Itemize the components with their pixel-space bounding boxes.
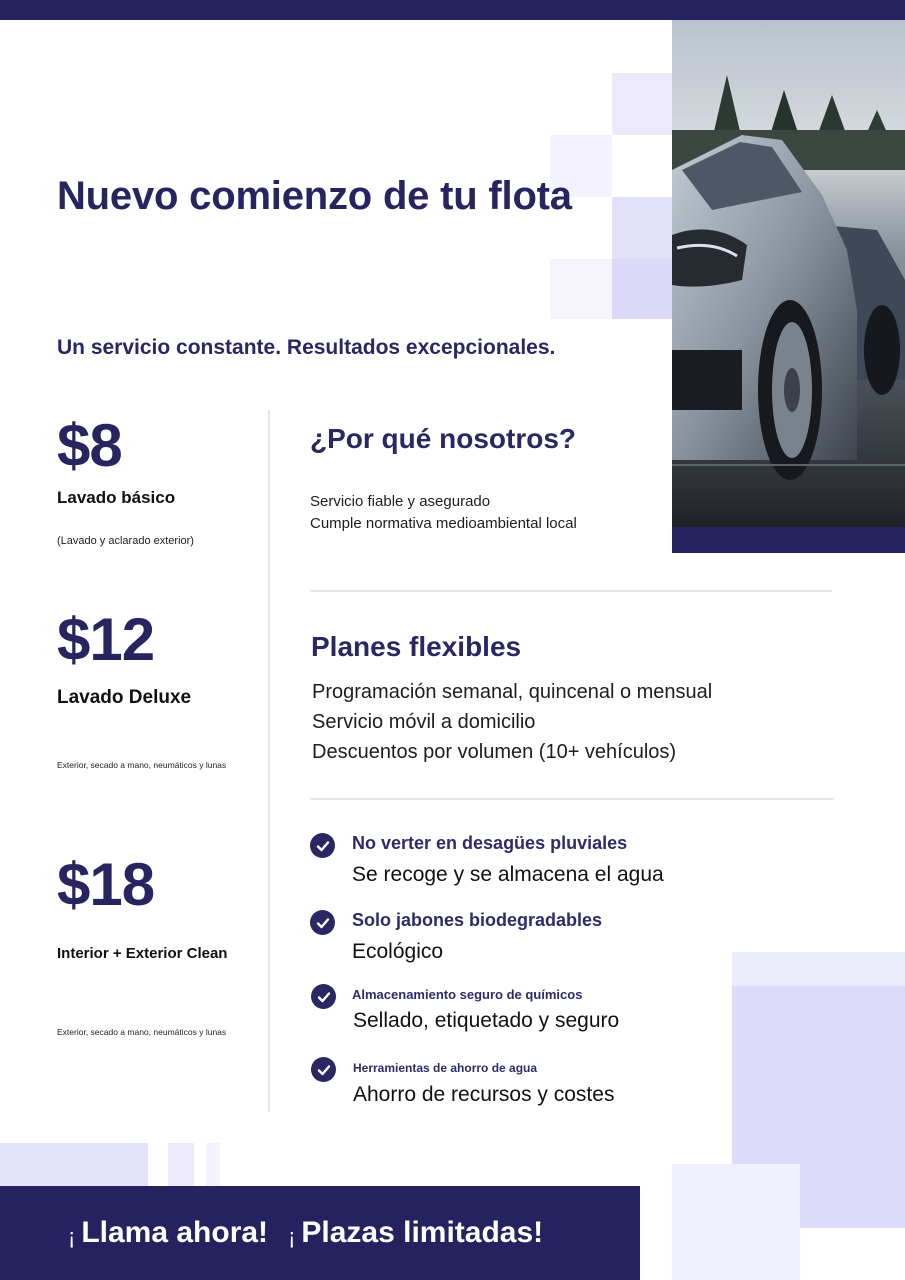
vertical-divider — [268, 410, 270, 1112]
feature-desc: Sellado, etiquetado y seguro — [353, 1009, 620, 1032]
check-circle-icon — [311, 1057, 336, 1082]
deco-square — [672, 1164, 800, 1280]
cta-call-now: Llama ahora! — [81, 1216, 269, 1249]
price-note: Exterior, secado a mano, neumáticos y lunas — [57, 1027, 227, 1037]
feature-title: Almacenamiento seguro de químicos — [352, 987, 583, 1002]
feature-desc: Se recoge y se almacena el agua — [352, 863, 664, 886]
plans-line: Servicio móvil a domicilio — [312, 711, 536, 733]
plans-line: Descuentos por volumen (10+ vehículos) — [312, 741, 677, 763]
check-circle-icon — [310, 833, 335, 858]
deco-square — [612, 73, 672, 135]
horizontal-divider — [310, 798, 834, 800]
deco-square — [732, 952, 905, 986]
price-note: (Lavado y aclarado exterior) — [57, 535, 194, 547]
deco-square — [168, 1143, 194, 1186]
car-photo — [672, 20, 905, 527]
price-amount: $12 — [57, 606, 155, 673]
price-name: Lavado Deluxe — [57, 687, 192, 708]
plans-title: Planes flexibles — [311, 631, 522, 662]
deco-square — [612, 197, 672, 259]
feature-title: No verter en desagües pluviales — [352, 833, 628, 853]
why-title: ¿Por qué nosotros? — [310, 423, 576, 454]
deco-square — [550, 259, 612, 319]
deco-square — [0, 1143, 148, 1186]
feature-title: Solo jabones biodegradables — [352, 910, 603, 930]
horizontal-divider — [310, 590, 832, 592]
photo-underbar — [672, 527, 905, 553]
cta-mark: ¡ — [288, 1224, 296, 1249]
plans-line: Programación semanal, quincenal o mensual — [312, 681, 713, 703]
deco-square — [612, 259, 672, 319]
price-note: Exterior, secado a mano, neumáticos y lunas — [57, 760, 227, 770]
price-name: Interior + Exterior Clean — [57, 945, 228, 962]
page-title: Nuevo comienzo de tu flota — [57, 174, 572, 218]
feature-title: Herramientas de ahorro de agua — [353, 1061, 538, 1075]
feature-desc: Ahorro de recursos y costes — [353, 1083, 615, 1106]
price-amount: $18 — [57, 851, 155, 918]
deco-square — [206, 1143, 220, 1186]
why-line: Servicio fiable y asegurado — [310, 493, 491, 510]
price-name: Lavado básico — [57, 488, 176, 507]
tagline: Un servicio constante. Resultados excepcionales. — [57, 336, 556, 359]
check-circle-icon — [310, 910, 335, 935]
check-circle-icon — [311, 984, 336, 1009]
cta-limited: Plazas limitadas! — [301, 1216, 544, 1249]
cta-bar — [0, 1186, 640, 1280]
top-bar — [0, 0, 905, 20]
price-amount: $8 — [57, 412, 122, 479]
cta-mark: ¡ — [68, 1224, 76, 1249]
why-line: Cumple normativa medioambiental local — [310, 515, 577, 532]
feature-desc: Ecológico — [352, 940, 444, 963]
